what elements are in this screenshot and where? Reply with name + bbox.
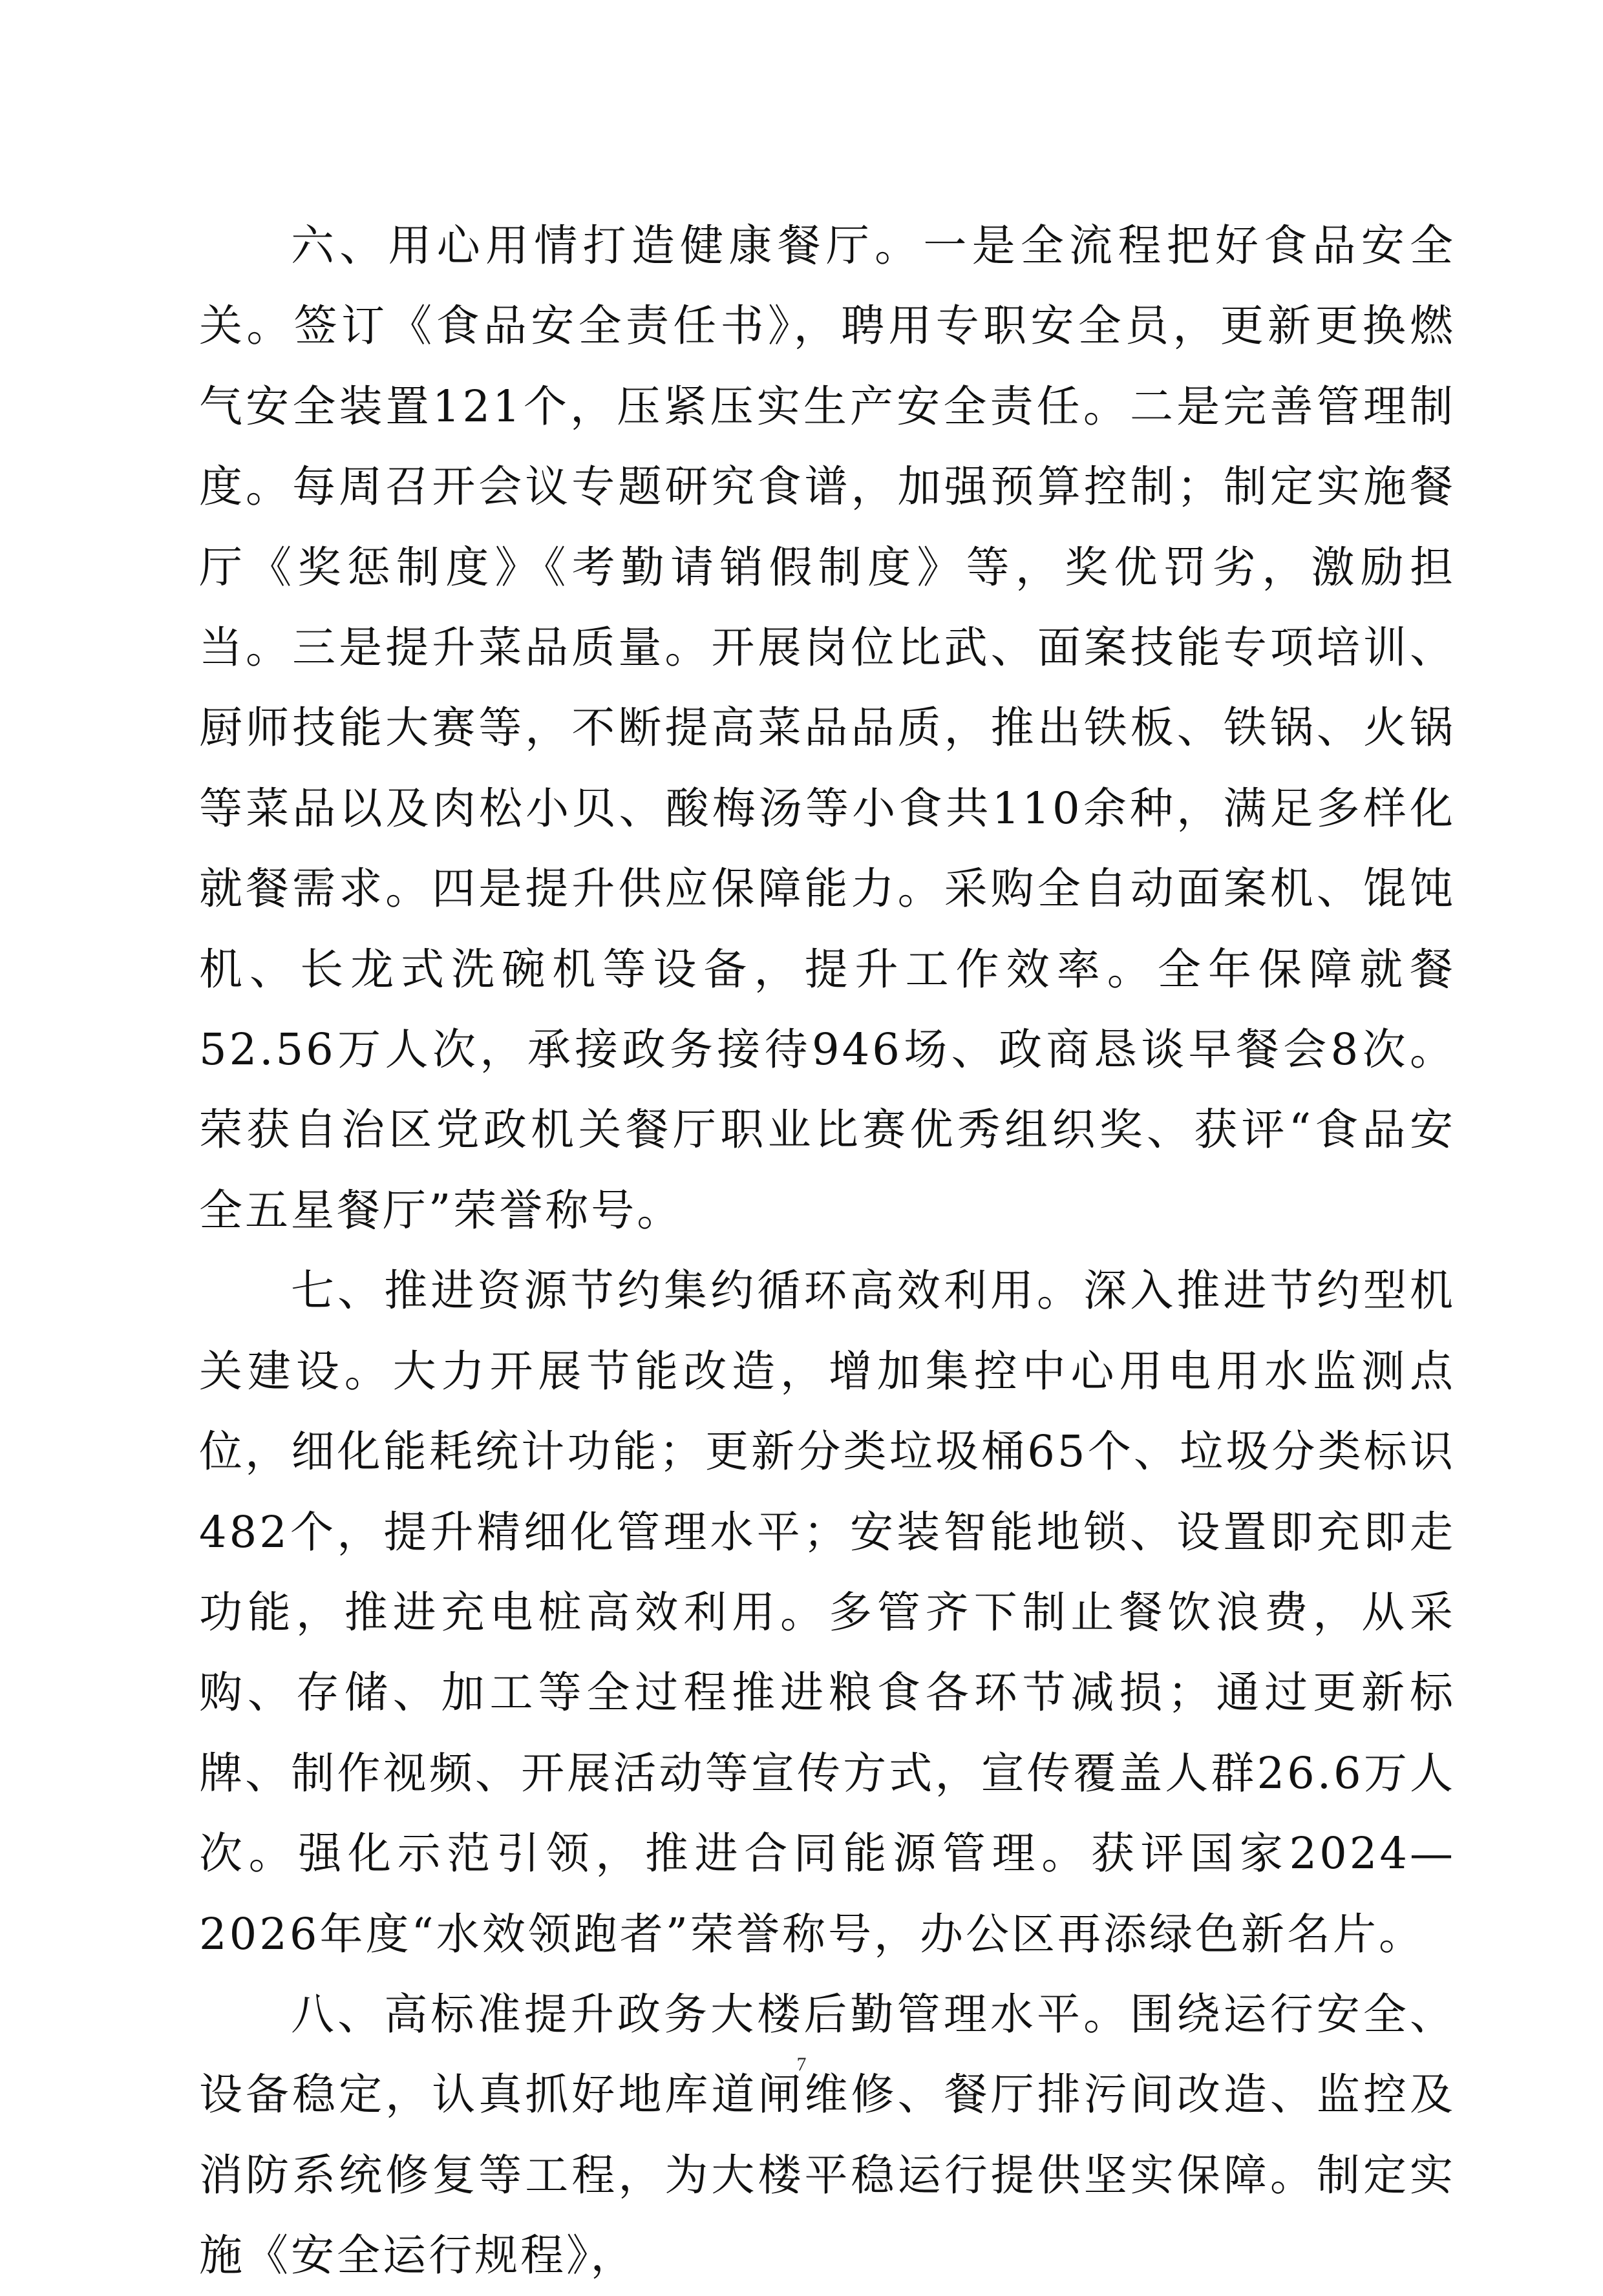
body-text (199, 205, 1456, 2296)
paragraph-resource-conservation: 七、推进资源节约集约循环高效利用。深入推进节约型机关建设。大力开展节能改造，增加集控中心用电用水监测点位，细化能耗统计功能；更新分类垃圾桶65个、垃圾分类标识482个，提升精细化管理水平；安装智能地锁、设置即充即走功能，推进充电桩高效利用。多管齐下制止餐饮浪费，从采购、存储、加工等全过程推进粮食各环节减损；通过更新标牌、制作视频、开展活动等宣传方式，宣传覆盖人群26.6万人次。强化示范引领，推进合同能源管理。获评国家2024—2026年度“水效领跑者”荣誉称号，办公区再添绿色新名片。 (199, 1265, 1456, 1959)
paragraph-building-logistics: 八、高标准提升政务大楼后勤管理水平。围绕运行安全、设备稳定，认真抓好地库道闸维修、餐厅排污间改造、监控及消防系统修复等工程，为大楼平稳运行提供坚实保障。制定实施《安全运行规程》， (199, 1988, 1456, 2281)
page-number: 7 (796, 2054, 807, 2075)
paragraph-healthy-canteen: 六、用心用情打造健康餐厅。一是全流程把好食品安全关。签订《食品安全责任书》，聘用专职安全员，更新更换燃气安全装置121个，压紧压实生产安全责任。二是完善管理制度。每周召开会议专题研究食谱，加强预算控制；制定实施餐厅《奖惩制度》《考勤请销假制度》等，奖优罚劣，激励担当。三是提升菜品质量。开展岗位比武、面案技能专项培训、厨师技能大赛等，不断提高菜品品质，推出铁板、铁锅、火锅等菜品以及肉松小贝、酸梅汤等小食共110余种，满足多样化就餐需求。四是提升供应保障能力。采购全自动面案机、馄饨机、长龙式洗碗机等设备，提升工作效率。全年保障就餐52.56万人次，承接政务接待946场、政商恳谈早餐会8次。荣获自治区党政机关餐厅职业比赛优秀组织奖、获评“食品安全五星餐厅”荣誉称号。 (199, 220, 1456, 1236)
